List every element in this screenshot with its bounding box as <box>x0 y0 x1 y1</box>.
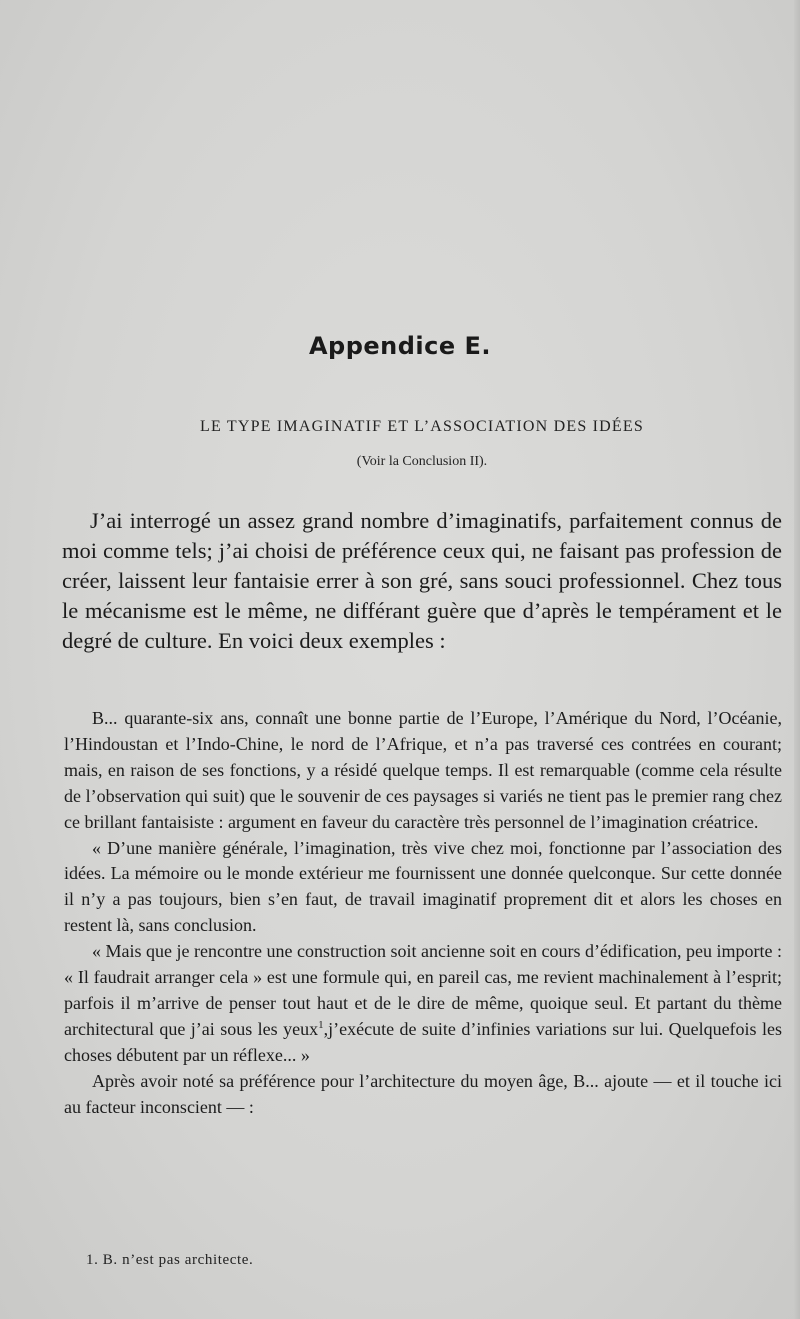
paragraph-quote-2-continuation: ,j’exécute de suite d’infinies variations sur lui. Quelquefois les choses débutent par un réflexe... » <box>64 1018 782 1065</box>
intro-block <box>62 506 782 656</box>
section-reference: (Voir la Conclusion II). <box>356 454 488 469</box>
appendix-title: Appendice E. <box>308 332 492 360</box>
page-edge <box>794 0 800 1319</box>
paragraph-quote-2-text: « Mais que je rencontre une construction soit ancienne soit en cours d’édification, peu importe : « Il faudrait arranger cela » est une formule qui, en pareil cas, me revient machinalement à l’esprit; parfois il m’arrive de penser tout haut et de le dire de même, quoique seul. Et partant du thème architectural que j’ai sous les yeux <box>64 941 782 1039</box>
footnote-reference[interactable]: 1 <box>318 1018 324 1031</box>
section-heading: LE TYPE IMAGINATIF ET L’ASSOCIATION DES IDÉES <box>200 418 644 435</box>
paragraph-architecture: Après avoir noté sa préférence pour l’architecture du moyen âge, B... ajoute — et il touche ici au facteur inconscient — : <box>64 1070 782 1117</box>
intro-paragraph: J’ai interrogé un assez grand nombre d’imaginatifs, parfaitement connus de moi comme tels; j’ai choisi de préférence ceux qui, ne faisant pas profession de créer, laissent leur fantaisie errer à son gré, sans souci professionnel. Chez tous le mécanisme est le même, ne différant guère que d’après le tempérament et le degré de culture. En voici deux exemples : <box>62 508 782 653</box>
paragraph-quote-1: « D’une manière générale, l’imagination, très vive chez moi, fonctionne par l’association des idées. La mémoire ou le monde extérieur me fournissent une donnée quelconque. Sur cette donnée il n’y a pas toujours, bien s’en faut, de travail imaginatif proprement dit et alors les choses en restent là, sans conclusion. <box>64 837 782 936</box>
footnote: 1. B. n’est pas architecte. <box>86 1252 254 1268</box>
body-text <box>64 706 782 1121</box>
paragraph-observation: B... quarante-six ans, connaît une bonne partie de l’Europe, l’Amérique du Nord, l’Océanie, l’Hindoustan et l’Indo-Chine, le nord de l’Afrique, et n’a pas traversé ces contrées en courant; mais, en raison de ses fonctions, y a résidé quelque temps. Il est remarquable (comme cela résulte de l’observation qui suit) que le souvenir de ces paysages si variés ne tient pas le premier rang chez ce brillant fantaisiste : argument en faveur du caractère très personnel de l’imagination créatrice. <box>64 708 782 832</box>
paragraph-quote-2 <box>64 939 782 1069</box>
